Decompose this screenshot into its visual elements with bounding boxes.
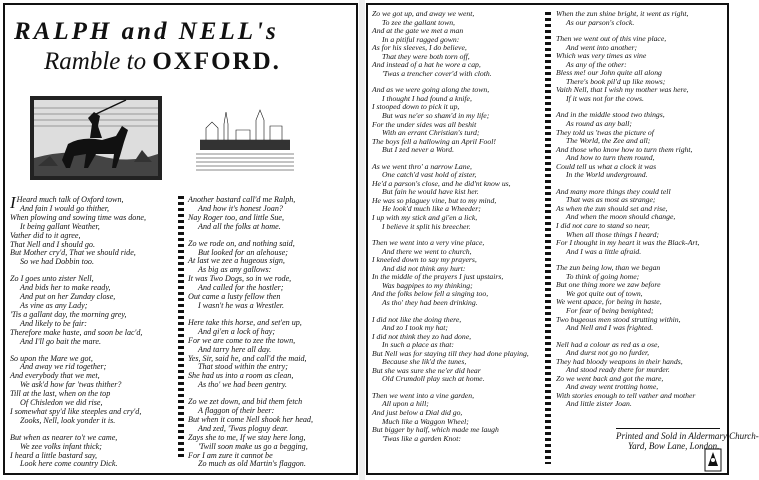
colophon-rule [616,428,720,429]
verse-text: It being gallant Weather, [20,221,100,231]
verse-text: He'd a parson's close, and he did'nt know us, [372,178,511,188]
verse-text: As our parson's clock. [566,17,635,27]
verse-text: And Nell and I was frighted. [566,323,654,333]
verse-text: I somewhat spy'd like steeples and cry'd, [10,406,142,416]
verse-text: 'Twill soon make us go a begging, [198,441,308,451]
verse-text: So upon the Mare we got, [10,353,93,363]
verse-text: As big as any gallows: [198,265,272,275]
verse-line [188,381,313,390]
verse-text: 'Twas like a garden Knot: [382,433,461,443]
verse-text: And the folks below fell a singing too, [372,289,489,299]
verse-text: It was Two Dogs, so in we rode, [188,274,292,284]
poem-column-4 [556,10,699,409]
verse-text: And many more things they could tell [556,186,671,196]
verse-text: And away we rid together; [20,362,107,372]
verse-text: I did not like the doing there, [372,314,462,324]
verse-text: One catch'd vast hold of zister, [382,170,477,180]
verse-text: And when the moon should change, [566,212,676,222]
verse-text: That they were both torn off, [382,51,470,61]
verse-text: But Nell was for staying till they had done playing, [372,348,529,358]
verse-text: And tarry here all day. [198,344,272,354]
verse-text: But I zed never a Word. [382,145,455,155]
printer-emblem-image [704,448,722,472]
colophon-line-1: Printed and Sold in Aldermary Church- [616,431,759,441]
verse-text: And did not think any hurt: [382,263,466,273]
verse-text: And away went trotting home, [566,382,659,392]
verse-text: If it was not for the cows. [566,93,644,103]
verse-text: He was so plaguey vine, but to my mind, [372,195,497,205]
verse-text: And I was a little afraid. [566,246,642,256]
verse-text: In the World underground. [566,170,648,180]
verse-text: Yes, Sir, said he, and call'd the maid, [188,353,307,363]
verse-text: And stood ready there for murder. [566,365,670,375]
verse-text: I did not care to stand so near, [556,221,650,231]
verse-text: Could tell us what a clock it was [556,161,657,171]
verse-text: And as we were going along the town, [372,85,490,95]
title-line-1: RALPH and NELL's [14,18,279,45]
drop-cap: I [10,193,16,212]
verse-text: With an errant Christian's turd; [382,128,480,138]
verse-text: I wasn't he was a Wrestler. [198,300,284,310]
verse-line [372,223,529,232]
verse-text: Another bastard call'd me Ralph, [188,195,296,204]
verse-text: That stood within the entry; [198,362,288,372]
verse-text: The zun being low, than we began [556,263,661,273]
poem-column-3 [372,10,529,443]
verse-text: As when the zun should set and rise, [556,203,668,213]
verse-text: When the zun shine bright, it went as right, [556,9,689,18]
poem-column-2 [188,196,313,469]
verse-text: Nell had a colour as red as a ose, [556,339,660,349]
verse-text: As vine as any Lady; [20,300,88,310]
verse-line [372,146,529,155]
verse-text: They had bloody weapons in their hands, [556,356,683,366]
verse-text: As we went thro' a narrow Lane, [372,161,472,171]
title-line-2-prefix: Ramble to [44,48,147,75]
verse-text: Here take this horse, and set'en up, [188,317,302,327]
verse-text: And just below a Dial did go, [372,407,463,417]
verse-text: As any of the other: [566,59,627,69]
title-place: OXFORD. [152,48,281,75]
ornament-strip-right [545,12,551,464]
verse-text: So we had Dobbin too. [20,257,94,267]
verse-text: I believe it split his breecher. [382,221,471,231]
verse-text: But when as nearer to't we came, [10,432,118,442]
verse-text: As tho' they had been drinking. [382,297,478,307]
verse-text: And gi'en a lock of hay; [198,326,276,336]
verse-text: But was ne'er so sham'd in my life; [382,111,490,121]
page-gutter [359,0,365,480]
verse-text: I kneeled down to say my prayers, [372,255,477,265]
verse-line [10,258,146,267]
verse-text: But she was sure she ne'er did hear [372,365,481,375]
verse-line [10,338,146,347]
verse-text: For I am zure it cannot be [188,450,273,460]
verse-text: Zo we rode on, and nothing said, [188,238,295,248]
verse-text: But one thing more we zaw before [556,280,661,290]
verse-text: Vaith Nell, that I wish my mother was here, [556,85,689,95]
verse-text: Was bagpipes to my thinking; [382,280,473,290]
verse-text: But bigger by half, which made me laugh [372,425,499,435]
verse-line [188,223,313,232]
verse-text: And zo I took my hat; [382,323,448,333]
verse-line [556,248,699,257]
verse-text: Therefore make haste, and soon be lac'd, [10,327,143,337]
verse-text: Old Crumdoll play such at home. [382,374,485,384]
verse-text: And went into another; [566,42,638,52]
verse-text: All upon a hill; [382,399,429,409]
verse-text: Then we went into a very vine place, [372,238,485,248]
verse-text: And how it's honest Joan? [198,203,283,213]
town-woodcut-image [196,104,294,174]
verse-text: For the under sides was all beshit [372,119,477,129]
verse-line [372,375,529,384]
verse-text: For fear of being benighted; [566,305,654,315]
verse-text: Because she lik'd the tunes, [382,357,467,367]
verse-text: And there we went to church, [382,246,472,256]
verse-text: A flaggon of their beer: [198,406,275,416]
verse-text: With stories enough to tell vather and mother [556,390,696,400]
verse-text: Zo I goes unto zister Nell, [10,274,94,284]
verse-text: Which was very times as vine [556,51,647,61]
verse-text: At last we zee a hugeous sign, [188,256,285,266]
verse-text: As round as any ball; [566,119,632,129]
verse-text: But looked for an alehouse; [198,247,288,257]
verse-text: Zooks, Nell, look yonder it is. [20,415,116,425]
verse-text: And fain I would go thither, [20,203,110,213]
verse-text: That Nell and I should go. [10,239,95,249]
verse-line [188,460,313,469]
verse-text: We zee volks infant thick; [20,441,102,451]
verse-text: I did not think they zo had done, [372,331,472,341]
verse-text: In a pitiful ragged gown: [382,34,460,44]
verse-text: I stooped down to pick it up, [372,102,460,112]
verse-text: I up with my stick and gi'en a lick, [372,213,478,223]
colophon-line-2: Yard, Bow Lane, London. [628,441,720,451]
verse-text: In the middle of the prayers I just upstairs, [372,272,504,282]
verse-line [556,19,699,28]
verse-text: Zo we got up, and away we went, [372,9,475,18]
verse-text: As tho' we had been gentry. [198,380,287,390]
verse-text: 'Tis a gallant day, the morning grey, [10,309,127,319]
verse-text: Zo much as old Martin's flaggon. [198,459,306,469]
verse-text: 'Twas a trencher cover'd with cloth. [382,68,492,78]
verse-text: For I thought in my heart it was the Black-Art, [556,238,700,248]
verse-text: We went apace, for being in haste, [556,297,662,307]
verse-text: Zo we zet down, and bid them fetch [188,397,303,407]
verse-text: Heard much talk of Oxford town, [16,195,124,204]
verse-text: And zed, 'Twas ploguy dear. [198,423,289,433]
verse-text: And everybody that we met, [10,371,100,381]
verse-text: Bless me! our John quite all along [556,68,662,78]
verse-text: They told us 'twas the picture of [556,127,654,137]
verse-text: Nay Roger too, and little Sue, [188,212,284,222]
poem-column-1 [10,193,147,469]
verse-text: Then we went into a vine garden, [372,390,474,400]
verse-line [556,324,699,333]
verse-text: As for his sleeves, I do believe, [372,43,467,53]
verse-text: And all the folks at home. [198,221,281,231]
verse-text: When all those things I heard; [566,229,660,239]
title-line-2 [44,48,281,76]
verse-text: We got quite out of town, [566,288,643,298]
verse-text: And those who know how to turn them right, [556,144,693,154]
verse-text: Look here come country Dick. [20,459,118,469]
verse-text: I heard a little bastard say, [10,450,98,460]
verse-text: Then we went out of this vine place, [556,34,667,44]
verse-line [10,417,146,426]
verse-text: And in the middle stood two things, [556,110,665,120]
verse-text: Two bugeous men stood strutting within, [556,314,681,324]
verse-text: The boys fell a hallowing an April Fool! [372,136,496,146]
verse-text: She had us into a room as clean, [188,371,294,381]
verse-text: Zays she to me, If we stay here long, [188,432,306,442]
verse-text: I thought I had found a knife, [382,93,472,103]
verse-text: Much like a Waggon Wheel; [382,416,469,426]
verse-text: And at the gate we met a man [372,26,464,36]
rider-woodcut-image [30,96,162,180]
verse-text: And bids her to make ready, [20,283,111,293]
verse-text: But fain he would have kist her. [382,187,479,197]
verse-text: And I'll go bait the mare. [20,336,102,346]
verse-text: Out came a lusty fellow then [188,292,281,302]
verse-text: But when it come Nell shook her head, [188,414,313,424]
ornament-strip-left [178,196,184,460]
verse-text: Till at the last, when on the top [10,389,111,399]
verse-text: And how to turn them round, [566,153,655,163]
verse-text: In such a place as that: [382,340,454,350]
verse-text: And called for the hostler; [198,283,284,293]
verse-text: But Mother cry'd, That we should ride, [10,248,136,258]
verse-text: To zee the gallant town, [382,17,455,27]
verse-text: Vather did to it agree, [10,230,81,240]
verse-line [372,435,529,444]
verse-line [10,460,146,469]
verse-line [556,400,699,409]
verse-text: And little zister Joan. [566,399,632,409]
verse-text: And put on her Zunday close, [20,292,116,302]
verse-text: Of Chisledon we did rise, [20,398,103,408]
verse-line [372,299,529,308]
verse-line [556,95,699,104]
verse-text: When plowing and sowing time was done, [10,212,147,222]
verse-text: There's book pil'd up like mows; [566,76,666,86]
verse-text: And durst not go no furder, [566,348,649,358]
verse-text: For we are come to zee the town, [188,335,296,345]
verse-line [188,302,313,311]
verse-text: He look'd much like a Wheeder; [382,204,481,214]
verse-text: And likely to be fair: [20,318,87,328]
verse-text: That was as most as strange; [566,195,656,205]
verse-text: Zo we went back and got the mare, [556,373,664,383]
verse-text: We ask'd how far 'twas thither? [20,380,122,390]
verse-text: The World, the Zee and all; [566,136,651,146]
verse-line [556,171,699,180]
verse-text: And instead of a hat he wore a cap, [372,60,481,70]
verse-line [372,70,529,79]
verse-text: To think of going home; [566,271,640,281]
